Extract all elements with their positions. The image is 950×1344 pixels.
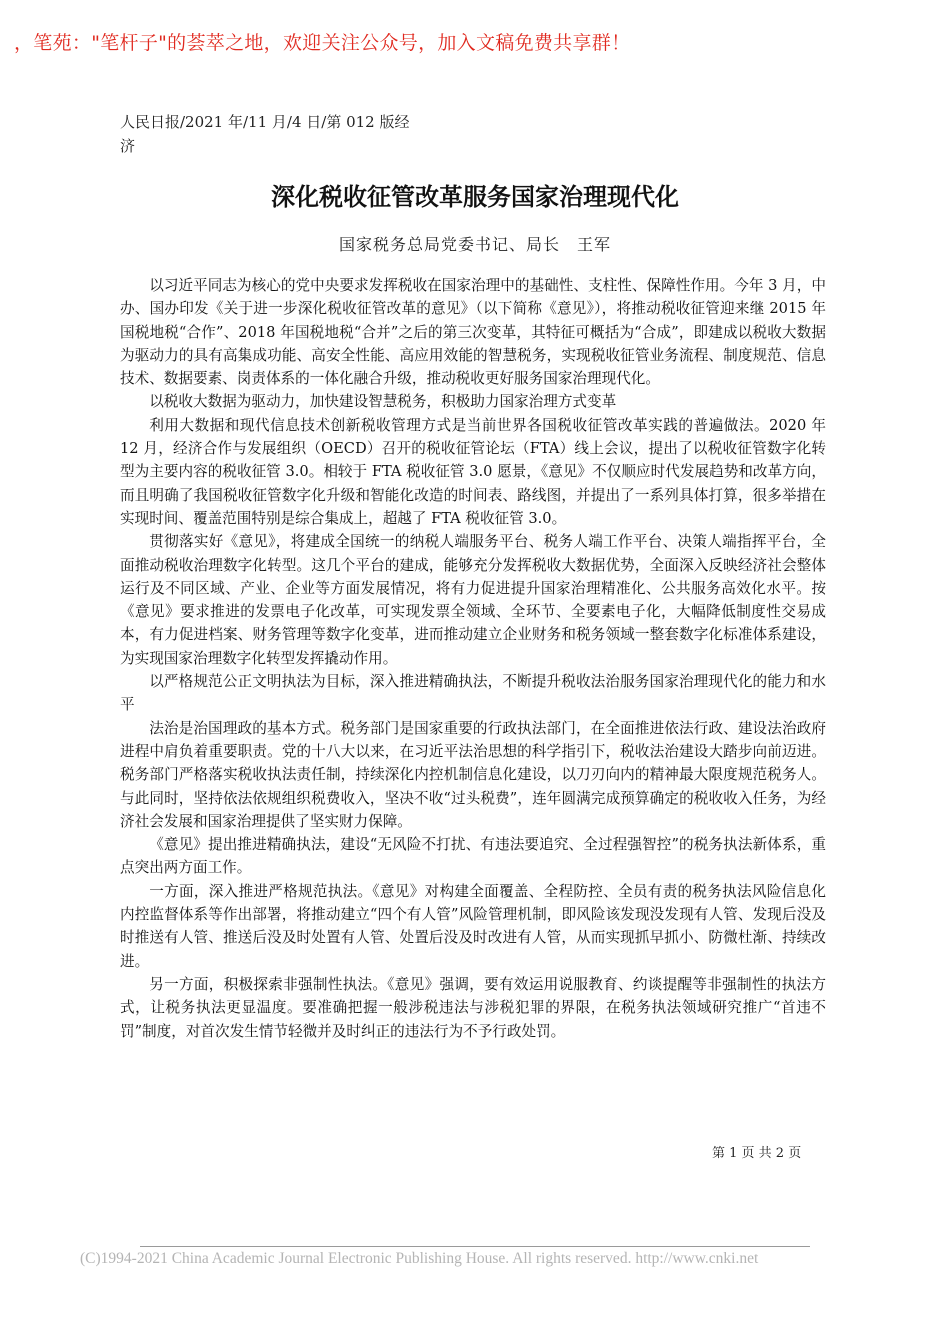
section-heading: 以严格规范公正文明执法为目标，深入推进精确执法，不断提升税收法治服务国家治理现代化的能力和水平 — [120, 673, 826, 714]
paragraph: 法治是治国理政的基本方式。税务部门是国家重要的行政执法部门，在全面推进依法行政、建设法治政府进程中肩负着重要职责。党的十八大以来，在习近平法治思想的科学指引下，税收法治建设大踏步向前迈进。税务部门严格落实税收执法责任制，持续深化内控机制信息化建设，以刀刃向内的精神最大限度规范税务人。与此同时，坚持依法依规组织税费收入，坚决不收“过头税费”，连年圆满完成预算确定的税收收入任务，为经济社会发展和国家治理提供了坚实财力保障。 — [120, 719, 826, 830]
paragraph: 一方面，深入推进严格规范执法。《意见》对构建全面覆盖、全程防控、全员有责的税务执法风险信息化内控监督体系等作出部署，将推动建立“四个有人管”风险管理机制，即风险该发现没发现有人管、发现后没及时推送有人管、推送后没及时处置有人管、处置后没及时改进有人管，从而实现抓早抓小、防微杜渐、持续改进。 — [120, 882, 826, 970]
source-line: 人民日报/2021 年/11 月/4 日/第 012 版经济 — [120, 113, 410, 155]
paragraph: 《意见》提出推进精确执法，建设“无风险不打扰、有违法要追究、全过程强智控”的税务执法新体系，重点突出两方面工作。 — [120, 836, 826, 877]
copyright-footer: (C)1994-2021 China Academic Journal Electronic Publishing House. All rights reserved. http://www.cnki.net — [80, 1250, 759, 1267]
section-heading: 以税收大数据为驱动力，加快建设智慧税务，积极助力国家治理方式变革 — [149, 393, 617, 411]
paragraph: 另一方面，积极探索非强制性执法。《意见》强调，要有效运用说服教育、约谈提醒等非强制性的执法方式，让税务执法更显温度。要准确把握一般涉税违法与涉税犯罪的界限，在税务执法领域研究推广“首违不罚”制度，对首次发生情节轻微并及时纠正的违法行为不予行政处罚。 — [120, 975, 826, 1040]
footer-divider — [140, 1246, 810, 1247]
paragraph: 以习近平同志为核心的党中央要求发挥税收在国家治理中的基础性、支柱性、保障性作用。今年 3 月，中办、国办印发《关于进一步深化税收征管改革的意见》（以下简称《意见》），将推动税收征管迎来继 2015 年国税地税“合作”、2018 年国税地税“合并”之后的第三次变革，其特征可概括为“合成”，即建成以税收大数据为驱动力的具有高集成功能、高安全性能、高应用效能的智慧税务，实现税收征管业务流程、制度规范、信息技术、数据要素、岗责体系的一体化融合升级，推动税收更好服务国家治理现代化。 — [120, 277, 826, 388]
page-indicator: 第 1 页 共 2 页 — [712, 1146, 802, 1161]
paragraph: 贯彻落实好《意见》，将建成全国统一的纳税人端服务平台、税务人端工作平台、决策人端指挥平台，全面推动税收治理数字化转型。这几个平台的建成，能够充分发挥税收大数据优势，全面深入反映经济社会整体运行及不同区域、产业、企业等方面发展情况，将有力促进提升国家治理精准化、公共服务高效化水平。按《意见》要求推进的发票电子化改革，可实现发票全领域、全环节、全要素电子化，大幅降低制度性交易成本，有力促进档案、财务管理等数字化变革，进而推动建立企业财务和税务领域一整套数字化标准体系建设，为实现国家治理数字化转型发挥撬动作用。 — [120, 533, 826, 667]
author-line: 国家税务总局党委书记、局长 王军 — [338, 235, 611, 254]
paragraph: 利用大数据和现代信息技术创新税收管理方式是当前世界各国税收征管改革实践的普遍做法。2020 年 12 月，经济合作与发展组织（OECD）召开的税收征管论坛（FTA）线上会议，提出了以税收征管数字化转型为主要内容的税收征管 3.0。相较于 FTA 税收征管 3.0 愿景，《意见》不仅顺应时代发展趋势和改革方向，而且明确了我国税收征管数字化升级和智能化改造的时间表、路线图，并提出了一系列具体打算，很多举措在实现时间、覆盖范围特别是综合集成上，超越了 FTA 税收征管 3.0。 — [120, 416, 826, 527]
promo-banner: ，笔苑："笔杆子"的荟萃之地，欢迎关注公众号，加入文稿免费共享群！ — [14, 32, 631, 54]
article-body — [120, 274, 826, 1043]
article-title: 深化税收征管改革服务国家治理现代化 — [271, 183, 679, 211]
